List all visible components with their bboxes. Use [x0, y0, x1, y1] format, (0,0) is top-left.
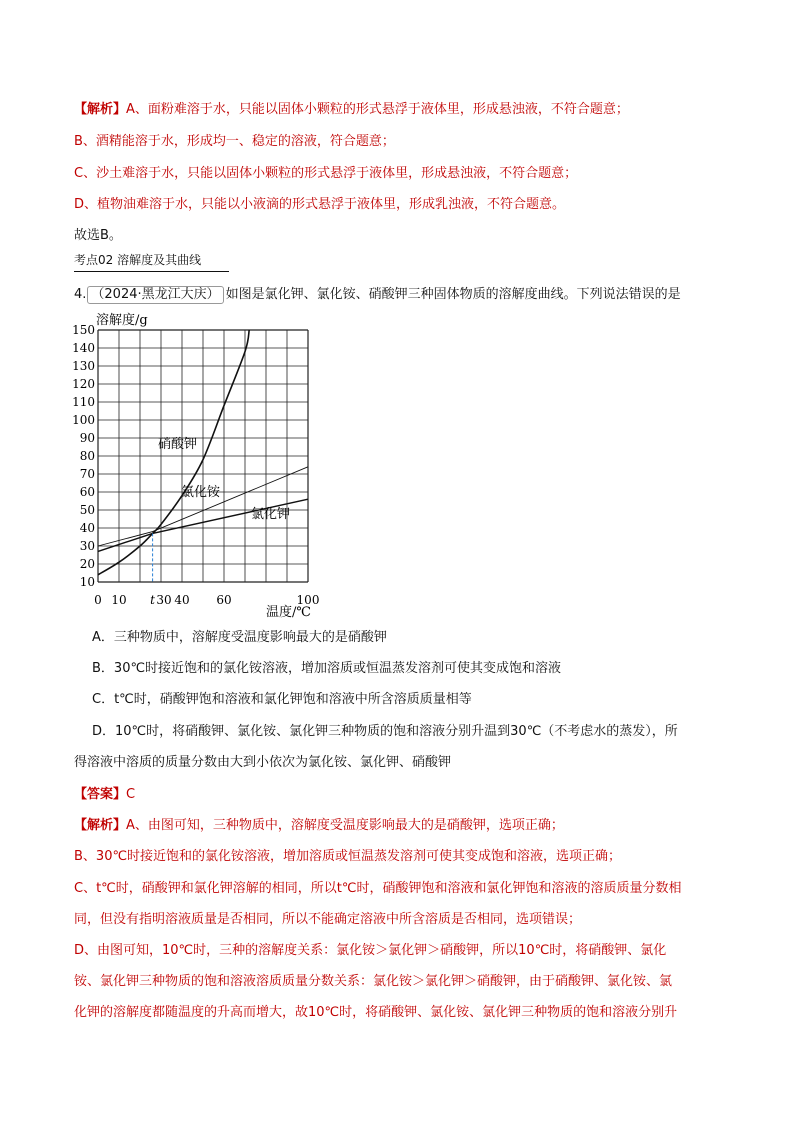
- analysis-line-d: D、植物油难溶于水，只能以小液滴的形式悬浮于液体里，形成乳浊液，不符合题意。: [74, 197, 566, 212]
- analysis2-line-c2: 同，但没有指明溶液质量是否相同，所以不能确定溶液中所含溶质是否相同，选项错误；: [74, 912, 582, 927]
- x-tick-label: 0: [94, 593, 102, 607]
- question-source: （2024·黑龙江大庆）: [87, 286, 223, 304]
- option-d: D．10℃时，将硝酸钾、氯化铵、氯化钾三种物质的饱和溶液分别升温到30℃（不考虑水的蒸发），所: [92, 724, 678, 739]
- y-tick-label: 80: [79, 449, 95, 463]
- x-tick-label: t: [150, 593, 156, 607]
- analysis2-line-c1: C、t℃时，硝酸钾和氯化钾溶解的相同，所以t℃时，硝酸钾饱和溶液和氯化钾饱和溶液的溶质质量分数相: [74, 881, 682, 896]
- series-line-0: [98, 330, 249, 575]
- option-b: B．30℃时接近饱和的氯化铵溶液，增加溶质或恒温蒸发溶剂可使其变成饱和溶液: [92, 661, 562, 676]
- y-tick-label: 10: [79, 575, 95, 589]
- option-c: C．t℃时，硝酸钾饱和溶液和氯化钾饱和溶液中所含溶质质量相等: [92, 692, 472, 707]
- y-tick-label: 50: [79, 503, 95, 517]
- question-text: 如图是氯化钾、氯化铵、硝酸钾三种固体物质的溶解度曲线。下列说法错误的是: [225, 287, 681, 302]
- conclusion: 故选B。: [74, 228, 122, 243]
- solubility-chart: [72, 308, 348, 620]
- y-tick-label: 40: [79, 521, 95, 535]
- chart-grid: [98, 330, 308, 582]
- y-axis-label: 溶解度/g: [96, 313, 148, 328]
- analysis2-line-b: B、30℃时接近饱和的氯化铵溶液，增加溶质或恒温蒸发溶剂可使其变成饱和溶液，选项正确；: [74, 849, 622, 864]
- y-tick-label: 150: [72, 323, 95, 337]
- series-label-kcl: 氯化钾: [251, 507, 291, 522]
- option-a: A．三种物质中，溶解度受温度影响最大的是硝酸钾: [92, 630, 387, 645]
- answer-tag: 【答案】: [74, 787, 127, 802]
- y-tick-label: 130: [72, 359, 95, 373]
- y-tick-label: 140: [72, 341, 95, 355]
- x-tick-label: 40: [174, 593, 190, 607]
- y-tick-label: 20: [79, 557, 95, 571]
- analysis2-line-d1: D、由图可知，10℃时，三种的溶解度关系：氯化铵＞氯化钾＞硝酸钾，所以10℃时，将硝酸钾、氯化: [74, 943, 667, 958]
- analysis-tag: 【解析】: [74, 102, 127, 117]
- y-tick-label: 120: [72, 377, 95, 391]
- x-tick-label: 30: [156, 593, 172, 607]
- question-stem: [74, 286, 681, 304]
- y-tick-label: 30: [79, 539, 95, 553]
- y-tick-label: 110: [72, 395, 95, 409]
- x-axis-label: 温度/℃: [266, 605, 311, 620]
- question-number: 4.: [74, 287, 87, 302]
- x-tick-label: 100: [296, 593, 320, 607]
- analysis2-line-a: 【解析】A、由图可知，三种物质中，溶解度受温度影响最大的是硝酸钾，选项正确；: [74, 818, 564, 833]
- analysis2-line-d2: 铵、氯化钾三种物质的饱和溶液溶质质量分数关系：氯化铵＞氯化钾＞硝酸钾，由于硝酸钾、氯化铵、氯: [74, 974, 673, 989]
- series-label-nh4cl: 氯化铵: [181, 485, 221, 500]
- y-tick-label: 60: [79, 485, 95, 499]
- option-d-continued: 得溶液中溶质的质量分数由大到小依次为氯化铵、氯化钾、硝酸钾: [74, 755, 452, 770]
- analysis-line-b: B、酒精能溶于水，形成均一、稳定的溶液，符合题意；: [74, 134, 395, 149]
- x-tick-label: 10: [111, 593, 127, 607]
- x-tick-label: 60: [216, 593, 232, 607]
- y-tick-label: 100: [72, 413, 95, 427]
- series-label-kno3: 硝酸钾: [158, 437, 198, 452]
- y-tick-label: 90: [79, 431, 95, 445]
- y-tick-labels: [72, 323, 95, 589]
- analysis-line-a: 【解析】A、面粉难溶于水，只能以固体小颗粒的形式悬浮于液体里，形成悬浊液，不符合题意；: [74, 102, 629, 117]
- answer-line: [74, 786, 135, 804]
- analysis2-line-d3: 化钾的溶解度都随温度的升高而增大，故10℃时，将硝酸钾、氯化铵、氯化钾三种物质的饱和溶液分别升: [74, 1005, 678, 1020]
- section-title: 考点02 溶解度及其曲线: [74, 252, 229, 272]
- y-tick-label: 70: [79, 467, 95, 481]
- answer-value: C: [126, 787, 136, 802]
- analysis-line-c: C、沙土难溶于水，只能以固体小颗粒的形式悬浮于液体里，形成悬浊液，不符合题意；: [74, 166, 578, 181]
- chart-labels: [96, 312, 311, 620]
- analysis2-tag: 【解析】: [74, 818, 127, 833]
